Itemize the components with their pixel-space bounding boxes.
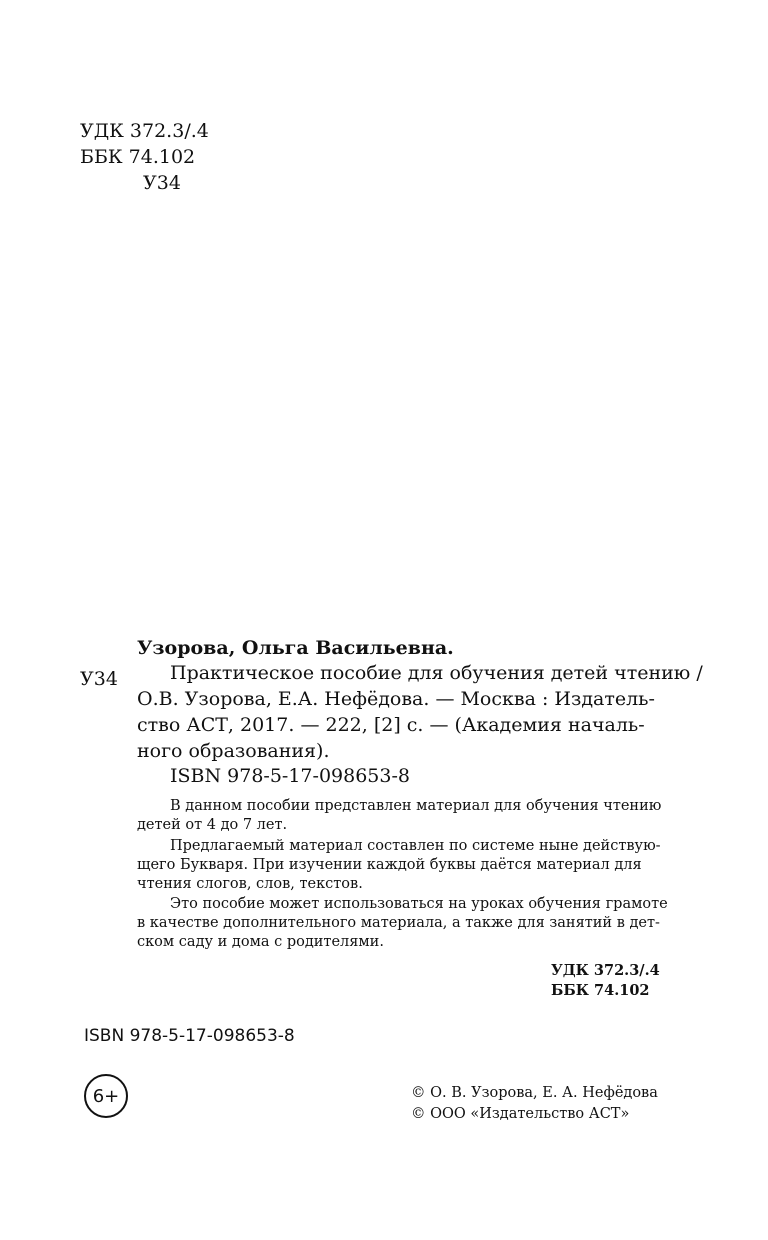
annotation-line: чтения слогов, слов, текстов. [137,876,363,892]
age-rating-badge [84,1074,128,1118]
closing-bbk-code: ББК 74.102 [551,982,650,999]
copyright-authors: © О. В. Узорова, Е. А. Нефёдова [411,1085,658,1101]
author-mark: У34 [143,172,181,194]
annotation-line: Это пособие может использоваться на уроках обучения грамоте [170,896,668,912]
annotation-line: Предлагаемый материал составлен по системе ныне действую- [170,838,661,854]
annotation-line: В данном пособии представлен материал для обучения чтению [170,798,662,814]
description-line: ного образования). [137,740,330,762]
side-author-mark: У34 [80,668,118,690]
description-line: ство АСТ, 2017. — 222, [2] с. — (Академия началь- [137,714,645,736]
record-isbn: ISBN 978-5-17-098653-8 [170,765,410,787]
closing-udk-code: УДК 372.3/.4 [551,962,660,979]
annotation-line: в качестве дополнительного материала, а также для занятий в дет- [137,915,660,931]
bibliographic-description [137,660,703,770]
age-rating-label: 6+ [92,1085,120,1107]
copyright-publisher: © ООО «Издательство АСТ» [411,1106,630,1122]
annotation-line: щего Букваря. При изучении каждой буквы даётся материал для [137,857,642,873]
udk-code: УДК 372.3/.4 [80,120,209,142]
footer-isbn: ISBN 978-5-17-098653-8 [84,1026,295,1046]
annotation [137,796,677,966]
annotation-line: ском саду и дома с родителями. [137,934,384,950]
description-line: Практическое пособие для обучения детей чтению / [170,662,703,684]
author-heading: Узорова, Ольга Васильевна. [137,637,454,659]
bbk-code: ББК 74.102 [80,146,196,168]
annotation-line: детей от 4 до 7 лет. [137,817,288,833]
description-line: О.В. Узорова, Е.А. Нефёдова. — Москва : Издатель- [137,688,655,710]
